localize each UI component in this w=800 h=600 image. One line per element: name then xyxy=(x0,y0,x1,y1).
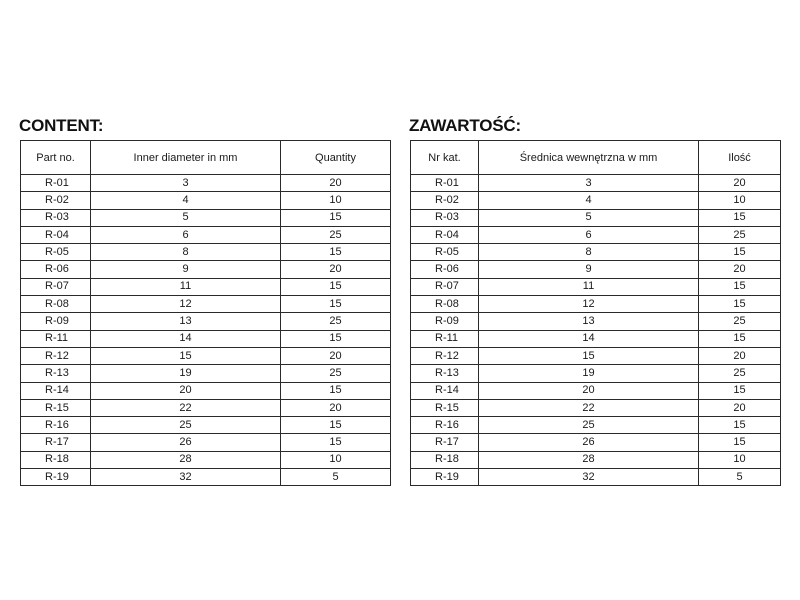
part-number-cell: R-11 xyxy=(411,330,479,347)
quantity-cell: 20 xyxy=(699,261,781,278)
part-number-cell: R-17 xyxy=(411,434,479,451)
table-row xyxy=(21,417,391,434)
table-row xyxy=(21,451,391,468)
quantity-cell: 25 xyxy=(699,365,781,382)
part-number-cell: R-14 xyxy=(21,382,91,399)
inner-diameter-cell: 8 xyxy=(91,244,281,261)
table-row xyxy=(21,313,391,330)
table-row xyxy=(21,399,391,416)
table-header xyxy=(21,141,391,175)
quantity-cell: 15 xyxy=(281,296,391,313)
quantity-cell: 5 xyxy=(699,469,781,486)
part-number-cell: R-04 xyxy=(21,226,91,243)
inner-diameter-cell: 22 xyxy=(479,399,699,416)
inner-diameter-cell: 25 xyxy=(91,417,281,434)
inner-diameter-cell: 11 xyxy=(91,278,281,295)
part-number-cell: R-16 xyxy=(411,417,479,434)
inner-diameter-cell: 3 xyxy=(91,175,281,192)
inner-diameter-cell: 14 xyxy=(479,330,699,347)
quantity-cell: 15 xyxy=(281,382,391,399)
table-row xyxy=(411,382,781,399)
table-row xyxy=(21,347,391,364)
content-panel-english xyxy=(20,112,391,486)
header-inner-diameter: Inner diameter in mm xyxy=(91,141,281,175)
table-row xyxy=(21,278,391,295)
table-row xyxy=(411,347,781,364)
part-number-cell: R-08 xyxy=(21,296,91,313)
header-nr-kat: Nr kat. xyxy=(411,141,479,175)
table-row xyxy=(21,261,391,278)
inner-diameter-cell: 6 xyxy=(91,226,281,243)
header-ilosc: Ilość xyxy=(699,141,781,175)
part-number-cell: R-09 xyxy=(411,313,479,330)
inner-diameter-cell: 13 xyxy=(479,313,699,330)
part-number-cell: R-03 xyxy=(411,209,479,226)
quantity-cell: 10 xyxy=(281,451,391,468)
quantity-cell: 20 xyxy=(699,175,781,192)
zawartosc-title: ZAWARTOŚĆ: xyxy=(409,116,521,135)
quantity-cell: 10 xyxy=(281,192,391,209)
header-row xyxy=(21,141,391,175)
quantity-cell: 15 xyxy=(699,296,781,313)
inner-diameter-cell: 20 xyxy=(91,382,281,399)
content-panel-polish xyxy=(410,112,781,486)
quantity-cell: 15 xyxy=(699,278,781,295)
inner-diameter-cell: 11 xyxy=(479,278,699,295)
quantity-cell: 20 xyxy=(699,347,781,364)
table-row xyxy=(21,330,391,347)
inner-diameter-cell: 32 xyxy=(91,469,281,486)
quantity-cell: 25 xyxy=(281,226,391,243)
quantity-cell: 20 xyxy=(699,399,781,416)
table-row xyxy=(21,382,391,399)
part-number-cell: R-13 xyxy=(411,365,479,382)
part-number-cell: R-12 xyxy=(21,347,91,364)
part-number-cell: R-17 xyxy=(21,434,91,451)
table-row xyxy=(21,209,391,226)
part-number-cell: R-05 xyxy=(21,244,91,261)
inner-diameter-cell: 28 xyxy=(479,451,699,468)
quantity-cell: 15 xyxy=(281,278,391,295)
inner-diameter-cell: 28 xyxy=(91,451,281,468)
table-row xyxy=(411,278,781,295)
inner-diameter-cell: 6 xyxy=(479,226,699,243)
quantity-cell: 20 xyxy=(281,347,391,364)
quantity-cell: 20 xyxy=(281,261,391,278)
table-row xyxy=(411,399,781,416)
inner-diameter-cell: 5 xyxy=(479,209,699,226)
quantity-cell: 5 xyxy=(281,469,391,486)
table-body xyxy=(411,175,781,486)
part-number-cell: R-06 xyxy=(21,261,91,278)
part-number-cell: R-02 xyxy=(21,192,91,209)
table-row xyxy=(21,365,391,382)
part-number-cell: R-15 xyxy=(21,399,91,416)
quantity-cell: 15 xyxy=(281,330,391,347)
header-part-no: Part no. xyxy=(21,141,91,175)
part-number-cell: R-05 xyxy=(411,244,479,261)
quantity-cell: 15 xyxy=(699,382,781,399)
inner-diameter-cell: 26 xyxy=(479,434,699,451)
inner-diameter-cell: 15 xyxy=(479,347,699,364)
part-number-cell: R-01 xyxy=(411,175,479,192)
inner-diameter-cell: 14 xyxy=(91,330,281,347)
part-number-cell: R-11 xyxy=(21,330,91,347)
inner-diameter-cell: 3 xyxy=(479,175,699,192)
table-row xyxy=(21,175,391,192)
quantity-cell: 25 xyxy=(699,226,781,243)
part-number-cell: R-08 xyxy=(411,296,479,313)
table-row xyxy=(411,469,781,486)
header-srednica: Średnica wewnętrzna w mm xyxy=(479,141,699,175)
inner-diameter-cell: 9 xyxy=(91,261,281,278)
part-number-cell: R-18 xyxy=(21,451,91,468)
table-row xyxy=(411,192,781,209)
inner-diameter-cell: 26 xyxy=(91,434,281,451)
table-row xyxy=(21,434,391,451)
table-row xyxy=(411,451,781,468)
quantity-cell: 20 xyxy=(281,399,391,416)
inner-diameter-cell: 13 xyxy=(91,313,281,330)
content-table-english xyxy=(20,140,391,486)
table-row xyxy=(411,313,781,330)
inner-diameter-cell: 4 xyxy=(91,192,281,209)
table-row xyxy=(21,296,391,313)
part-number-cell: R-07 xyxy=(411,278,479,295)
inner-diameter-cell: 9 xyxy=(479,261,699,278)
quantity-cell: 25 xyxy=(281,313,391,330)
table-row xyxy=(411,365,781,382)
quantity-cell: 20 xyxy=(281,175,391,192)
quantity-cell: 25 xyxy=(281,365,391,382)
quantity-cell: 15 xyxy=(281,244,391,261)
inner-diameter-cell: 12 xyxy=(479,296,699,313)
inner-diameter-cell: 4 xyxy=(479,192,699,209)
table-row xyxy=(21,226,391,243)
inner-diameter-cell: 25 xyxy=(479,417,699,434)
part-number-cell: R-07 xyxy=(21,278,91,295)
part-number-cell: R-01 xyxy=(21,175,91,192)
table-row xyxy=(21,469,391,486)
part-number-cell: R-12 xyxy=(411,347,479,364)
header-row xyxy=(411,141,781,175)
content-title: CONTENT: xyxy=(19,116,104,135)
quantity-cell: 15 xyxy=(699,209,781,226)
header-quantity: Quantity xyxy=(281,141,391,175)
quantity-cell: 10 xyxy=(699,451,781,468)
table-row xyxy=(411,434,781,451)
quantity-cell: 15 xyxy=(281,417,391,434)
part-number-cell: R-02 xyxy=(411,192,479,209)
quantity-cell: 15 xyxy=(699,417,781,434)
part-number-cell: R-13 xyxy=(21,365,91,382)
part-number-cell: R-15 xyxy=(411,399,479,416)
part-number-cell: R-19 xyxy=(21,469,91,486)
part-number-cell: R-06 xyxy=(411,261,479,278)
table-row xyxy=(21,244,391,261)
table-row xyxy=(411,209,781,226)
quantity-cell: 15 xyxy=(699,330,781,347)
quantity-cell: 15 xyxy=(699,434,781,451)
part-number-cell: R-09 xyxy=(21,313,91,330)
table-body xyxy=(21,175,391,486)
part-number-cell: R-18 xyxy=(411,451,479,468)
part-number-cell: R-03 xyxy=(21,209,91,226)
part-number-cell: R-04 xyxy=(411,226,479,243)
part-number-cell: R-19 xyxy=(411,469,479,486)
part-number-cell: R-14 xyxy=(411,382,479,399)
table-row xyxy=(411,226,781,243)
table-header xyxy=(411,141,781,175)
inner-diameter-cell: 19 xyxy=(91,365,281,382)
table-row xyxy=(411,330,781,347)
inner-diameter-cell: 5 xyxy=(91,209,281,226)
table-row xyxy=(411,175,781,192)
part-number-cell: R-16 xyxy=(21,417,91,434)
inner-diameter-cell: 19 xyxy=(479,365,699,382)
content-table-polish xyxy=(410,140,781,486)
quantity-cell: 10 xyxy=(699,192,781,209)
quantity-cell: 15 xyxy=(699,244,781,261)
table-row xyxy=(411,296,781,313)
table-row xyxy=(411,244,781,261)
quantity-cell: 25 xyxy=(699,313,781,330)
inner-diameter-cell: 32 xyxy=(479,469,699,486)
quantity-cell: 15 xyxy=(281,209,391,226)
inner-diameter-cell: 15 xyxy=(91,347,281,364)
inner-diameter-cell: 12 xyxy=(91,296,281,313)
table-row xyxy=(411,417,781,434)
inner-diameter-cell: 20 xyxy=(479,382,699,399)
inner-diameter-cell: 8 xyxy=(479,244,699,261)
table-row xyxy=(411,261,781,278)
quantity-cell: 15 xyxy=(281,434,391,451)
inner-diameter-cell: 22 xyxy=(91,399,281,416)
table-row xyxy=(21,192,391,209)
